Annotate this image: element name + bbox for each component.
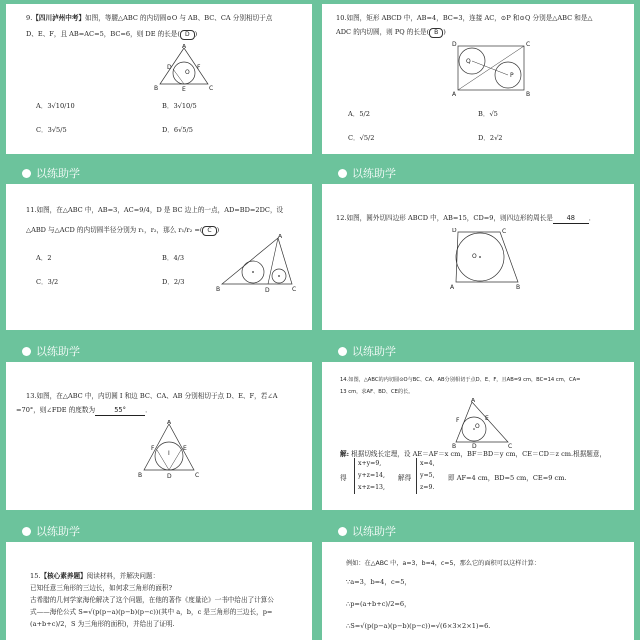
panel-q15 — [6, 520, 312, 640]
q10-label-d: D — [452, 41, 457, 48]
q13-label-c: C — [195, 472, 200, 479]
q9-option-b: B．3√10/5 — [162, 102, 197, 110]
q12-line: 12.如图，圆外切四边形 ABCD 中，AB=15，CD=9，则四边形的周长是 48 ． — [336, 214, 596, 222]
q12-answer: 48 — [553, 214, 589, 224]
q13-label-f: F — [151, 445, 155, 452]
q14-de-label: 得 — [340, 474, 347, 482]
q14-system-2: x=4, y=5, z=9. — [416, 458, 435, 494]
bullet-icon — [22, 527, 31, 536]
q10-label-q: Q — [466, 58, 471, 65]
section-header: 以练助学 — [322, 340, 634, 362]
q14-solve-label: 解得 — [398, 474, 412, 482]
q10-label-a: A — [452, 91, 457, 96]
q9-label-b: B — [154, 85, 159, 92]
q11-label-a: A — [278, 234, 283, 240]
q15-line2: 古希腊的几何学家海伦解决了这个问题，在他的著作《度量论》一书中给出了计算公 — [30, 596, 274, 604]
panel-q9 — [6, 4, 312, 154]
q11-answer: C — [202, 226, 216, 236]
q9-line2: D、E、F，且 AB=AC=5，BC=6，则 DE 的长是( D ) — [26, 30, 197, 40]
q15-title: 15.【核心素养题】阅读材料，并解决问题： — [30, 572, 160, 580]
q10-label-b: B — [526, 91, 531, 96]
q9-label-o: O — [185, 69, 190, 76]
q10-line1: 10.如图，矩形 ABCD 中，AB=4，BC=3，连接 AC，⊙P 和⊙Q 分别是△ABC 和是△ — [336, 14, 593, 22]
q14-label-e: E — [485, 415, 489, 422]
q14-figure — [452, 398, 512, 448]
q9-label-d: D — [167, 64, 172, 71]
panel-q12 — [322, 162, 634, 330]
bullet-icon — [22, 169, 31, 178]
section-header: 以练助学 — [6, 162, 312, 184]
section-header: 以练助学 — [322, 162, 634, 184]
q11-option-d: D．2/3 — [162, 278, 185, 286]
q11-option-c: C．3/2 — [36, 278, 59, 286]
q15-line3: 式——海伦公式 S=√(p(p−a)(p−b)(p−c))(其中 a，b，c 是三角形的三边长，p= — [30, 608, 273, 616]
q13-label-i: I — [168, 450, 170, 457]
q13-line1: 13.如图，在△ABC 中，内切圆 I 和边 BC、CA、AB 分别相切于点 D、E、F，若∠A — [26, 392, 278, 400]
q11-option-a: A．2 — [36, 254, 52, 262]
q14-label-c: C — [508, 443, 512, 448]
q11-line1: 11.如图，在△ABC 中，AB=3，AC=9/4，D 是 BC 边上的一点，AD=BD=2DC，设 — [26, 206, 284, 214]
q14-label-d: D — [472, 443, 477, 448]
q9-figure — [154, 44, 214, 92]
q10-option-c: C．√5/2 — [348, 134, 375, 142]
q9-label-a: A — [182, 44, 187, 50]
panel-q10 — [322, 4, 634, 154]
q9-label-f: F — [197, 64, 201, 71]
bullet-icon — [338, 347, 347, 356]
q14-solution: 解: 根据切线长定理，设 AE＝AF＝x cm，BF＝BD＝y cm，CE＝CD＝z cm.根据题意， — [340, 450, 607, 458]
bullet-icon — [338, 527, 347, 536]
q12-label-c: C — [502, 228, 507, 235]
q12-figure — [450, 228, 522, 290]
q10-figure — [452, 40, 532, 96]
q15-line1: 已知任意三角形的三边长，如何求三角形的面积? — [30, 584, 173, 592]
panel-q14 — [322, 340, 634, 510]
section-header: 以练助学 — [6, 340, 312, 362]
q10-option-d: D．2√2 — [478, 134, 503, 142]
q9-label-c: C — [209, 85, 214, 92]
q13-label-e: E — [183, 445, 187, 452]
example-line2: ∴p=(a+b+c)/2=6， — [346, 600, 411, 608]
q13-label-d: D — [167, 473, 172, 480]
q14-label-a: A — [471, 398, 476, 404]
example-intro: 例如：在△ABC 中，a=3，b=4，c=5，那么它的面积可以这样计算： — [346, 560, 541, 567]
q11-label-c: C — [292, 286, 296, 293]
q12-label-a: A — [450, 284, 455, 290]
panel-q13 — [6, 340, 312, 510]
example-line3: ∴S=√(p(p−a)(p−b)(p−c))=√(6×3×2×1)=6. — [346, 622, 491, 630]
q14-line2: 13 cm，求AF、BD、CE的长。 — [340, 389, 414, 395]
q11-label-b: B — [216, 286, 221, 293]
q14-result: 即 AF=4 cm，BD=5 cm，CE=9 cm. — [448, 474, 567, 482]
q14-label-b: B — [452, 443, 457, 448]
q12-label-b: B — [516, 284, 521, 290]
q13-figure — [136, 420, 202, 480]
q14-line1: 14.如图，△ABC的内切圆⊙O与BC、CA、AB分别相切于点D、E、F，且AB=9 cm，BC=14 cm，CA= — [340, 377, 581, 383]
q12-label-d: D — [452, 228, 457, 234]
q11-label-d: D — [265, 287, 270, 294]
q9-answer: D — [180, 30, 195, 40]
q11-figure — [216, 234, 296, 298]
q13-line2: =70°，则∠FDE 的度数为 55° ． — [16, 406, 152, 414]
q11-line2: △ABD 与△ACD 的内切圆半径分别为 r₁，r₂，那么 r₁/r₂ =( C ) — [26, 226, 219, 236]
q13-label-a: A — [167, 420, 172, 426]
q13-answer: 55° — [95, 406, 145, 416]
q10-option-b: B．√5 — [478, 110, 498, 118]
q12-label-o: O — [472, 253, 477, 260]
q14-label-f: F — [456, 417, 460, 424]
example-line1: ∵a=3，b=4，c=5， — [346, 578, 411, 586]
q10-label-p: P — [510, 72, 514, 79]
section-header: 以练助学 — [322, 520, 634, 542]
q10-label-c: C — [526, 41, 531, 48]
q13-label-b: B — [138, 472, 143, 479]
panel-example — [322, 520, 634, 640]
section-header: 以练助学 — [6, 520, 312, 542]
panel-q11 — [6, 162, 312, 330]
q14-label-o: O — [475, 423, 480, 430]
q15-line4: (a+b+c)/2，S 为三角形的面积)，并给出了证明. — [30, 620, 175, 628]
q9-option-d: D．6√5/5 — [162, 126, 193, 134]
q10-line2: ADC 的内切圆，则 PQ 的长是( B ) — [336, 28, 446, 38]
q9-option-c: C．3√5/5 — [36, 126, 67, 134]
q11-option-b: B．4/3 — [162, 254, 185, 262]
q10-option-a: A．5/2 — [348, 110, 370, 118]
q9-line1: 9.【四川泸州中考】如图，等腰△ABC 的内切圆⊙O 与 AB、BC、CA 分别相切于点 — [26, 14, 273, 22]
bullet-icon — [22, 347, 31, 356]
q14-system-1: x+y=9, y+z=14, x+z=13, — [354, 458, 385, 494]
q9-option-a: A．3√10/10 — [36, 102, 75, 110]
q9-label-e: E — [182, 86, 186, 92]
bullet-icon — [338, 169, 347, 178]
q10-answer: B — [429, 28, 443, 38]
